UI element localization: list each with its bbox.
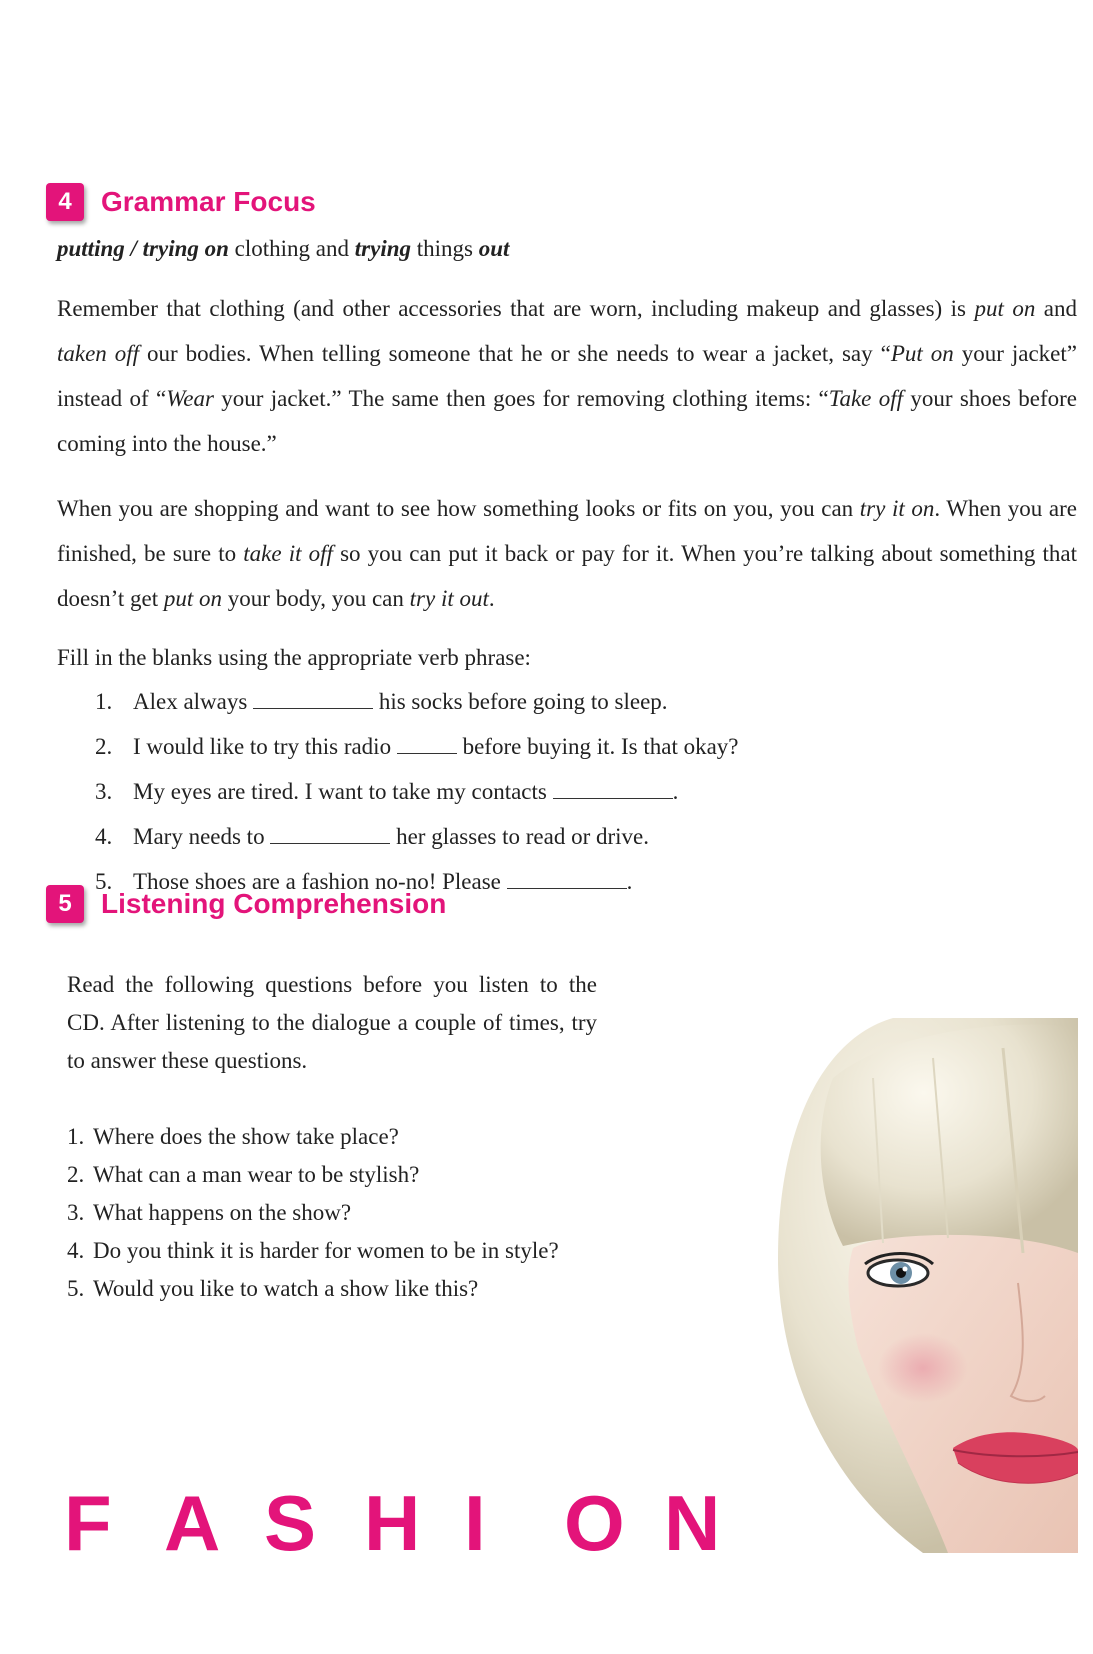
item-text-after: . [672,779,679,804]
item-text-before: My eyes are tired. I want to take my contacts [133,779,553,804]
answer-blank[interactable] [253,690,373,709]
item-text [133,814,649,859]
subtitle-part: clothing and [228,236,355,261]
exercise-item [57,724,1077,769]
text-run: your jacket” instead of “ [57,341,1077,411]
item-number: 2. [95,734,113,759]
item-text [133,679,668,724]
question-number: 5. [67,1276,85,1301]
listening-intro: Read the following questions before you listen to the CD. After listening to the dialogue a couple of times, try to answer these questions. [67,972,597,1073]
subtitle-part: things [411,236,479,261]
fashion-letter: N [664,1479,721,1567]
text-run: your jacket.” The same then goes for removing clothing items: “ [213,386,829,411]
subtitle-putting-trying-on: putting / trying on [57,236,229,261]
exercise-item [57,814,1077,859]
section-5-header [46,885,446,923]
question-number: 2. [67,1162,85,1187]
question-item [67,1270,597,1308]
question-number: 1. [67,1124,85,1149]
question-item [67,1194,597,1232]
item-text-before: I would like to try this radio [133,734,397,759]
text-run: your body, you can [222,586,410,611]
answer-blank[interactable] [553,780,673,799]
question-item [67,1232,597,1270]
text-run: our bodies. When telling someone that he or she needs to wear a jacket, say “ [139,341,891,366]
subtitle-trying: trying [354,236,411,261]
text-run: so you can put it back or pay for it. When you’re talking about something that doesn’t get [57,541,1078,611]
question-list [67,1118,597,1308]
text-run: . When you are finished, be sure to [57,496,1077,566]
question-text: Would you like to watch a show like this? [93,1276,479,1301]
fashion-letter: F [64,1479,112,1567]
text-run: your shoes before coming into the house.” [57,386,1077,456]
text-run: . [488,586,495,611]
fashion-portrait-image [773,1018,1078,1553]
italic-phrase: put on [163,586,223,611]
italic-phrase: Take off [828,386,903,411]
answer-blank[interactable] [507,870,627,889]
exercise-item [57,769,1077,814]
text-run: and [1035,296,1077,321]
exercise-item [57,679,1077,724]
text-run: When you are shopping and want to see how something looks or fits on you, you can [57,496,860,521]
fashion-letter: S [264,1479,317,1567]
fashion-heading [64,1478,720,1569]
question-item [67,1156,597,1194]
item-text-before: Alex always [133,689,254,714]
italic-phrase: Put on [890,341,954,366]
listening-comprehension-body [67,966,597,1308]
question-text: Do you think it is harder for women to be in style? [93,1238,559,1263]
section-title: Listening Comprehension [101,888,447,919]
question-number: 3. [67,1200,85,1225]
question-text: What happens on the show? [93,1200,352,1225]
section-4-header [46,183,316,221]
italic-phrase: taken off [57,341,140,366]
grammar-paragraph-2 [57,486,1077,621]
item-text [133,769,678,814]
italic-phrase: put on [974,296,1036,321]
text-run: Remember that clothing (and other accessories that are worn, including makeup and glasses) is [57,296,975,321]
section-title: Grammar Focus [101,186,316,217]
answer-blank[interactable] [397,735,457,754]
section-number-badge: 5 [46,885,84,923]
item-text-after: his socks before going to sleep. [373,689,668,714]
item-text [133,724,739,769]
question-item [67,1118,597,1156]
item-text-before: Those shoes are a fashion no-no! Please [133,869,507,894]
italic-phrase: take it off [243,541,333,566]
item-number: 4. [95,824,113,849]
item-text-after: . [626,869,633,894]
question-text: Where does the show take place? [93,1124,399,1149]
item-number: 5. [95,869,113,894]
question-text: What can a man wear to be stylish? [93,1162,420,1187]
grammar-subtitle [57,232,1077,266]
item-number: 3. [95,779,113,804]
grammar-focus-body [57,232,1077,904]
item-text-after: her glasses to read or drive. [390,824,649,849]
item-number: 1. [95,689,113,714]
subtitle-out: out [478,236,510,261]
section-number-badge: 4 [46,183,84,221]
italic-phrase: try it on [859,496,935,521]
fashion-letter: I [464,1479,486,1567]
answer-blank[interactable] [270,825,390,844]
grammar-paragraph-1 [57,286,1077,466]
fashion-letter: A [164,1479,221,1567]
question-number: 4. [67,1238,85,1263]
exercise-list [57,679,1077,904]
fashion-letter: H [364,1479,421,1567]
item-text-before: Mary needs to [133,824,271,849]
fashion-letter: O [564,1479,625,1567]
item-text-after: before buying it. Is that okay? [456,734,739,759]
exercise-instruction: Fill in the blanks using the appropriate verb phrase: [57,645,531,670]
italic-phrase: Wear [166,386,214,411]
italic-phrase: try it out [409,586,489,611]
